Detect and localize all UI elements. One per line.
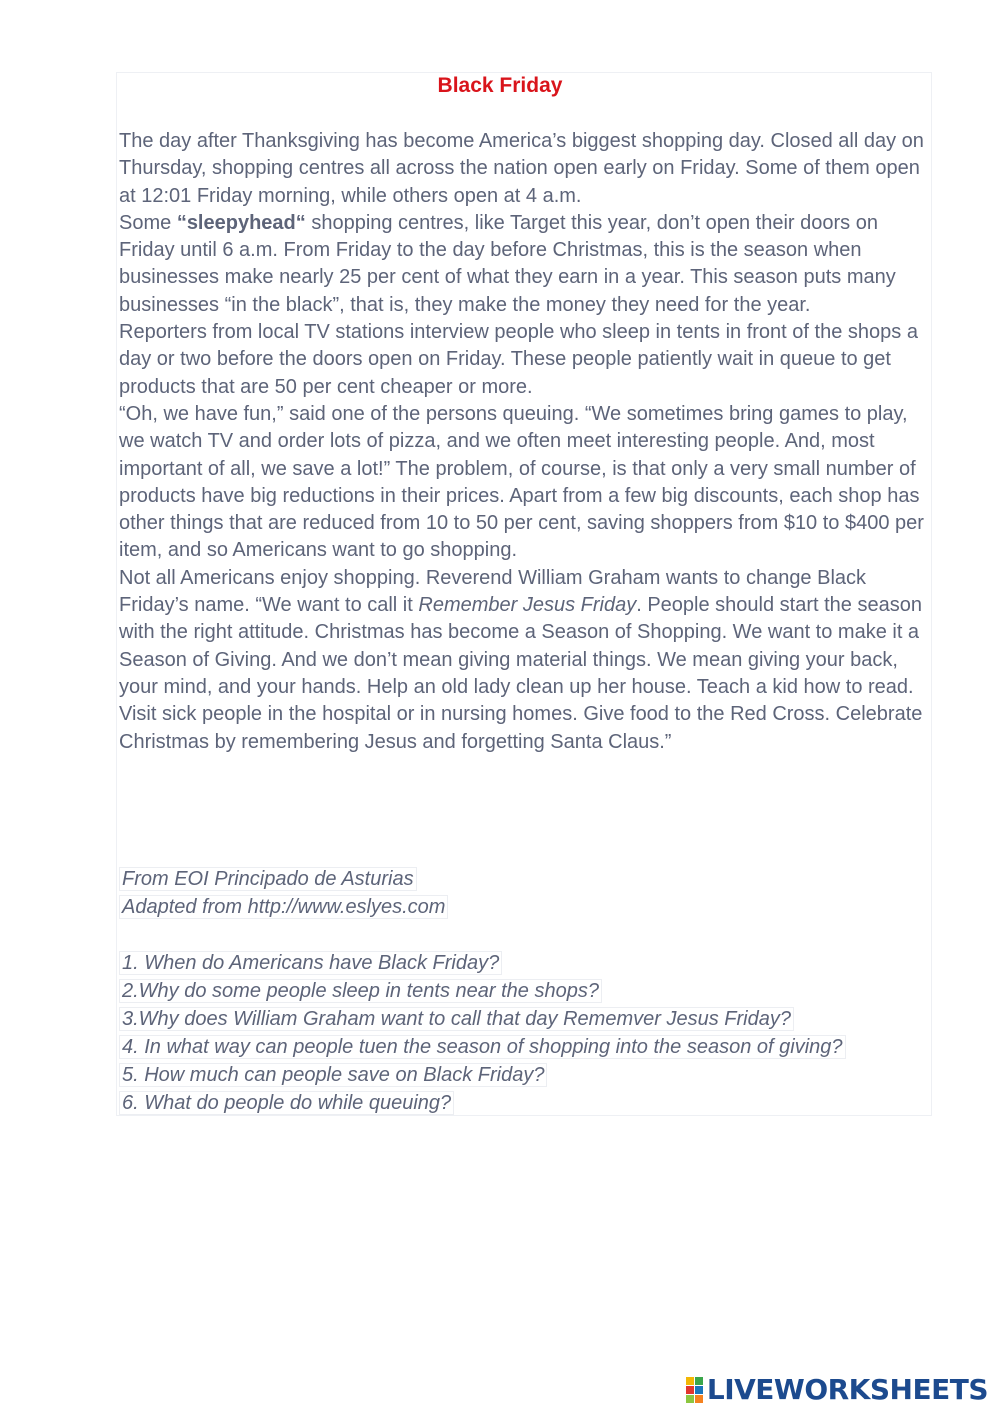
paragraph-3: Reporters from local TV stations interview people who sleep in tents in front of the shops a day or two before the doors open on Friday. These people patiently wait in queue to get products that are 50 per cent cheaper or more. bbox=[119, 321, 918, 398]
remember-jesus-friday-term: Remember Jesus Friday bbox=[418, 594, 637, 617]
paragraph-2-lead: Some bbox=[119, 211, 177, 234]
paragraph-1: The day after Thanksgiving has become America’s biggest shopping day. Closed all day on Thursday, shopping centres all across the nation open early on Friday. Some of them open at 12:01 Friday morning, while others open at 4 a.m. bbox=[119, 130, 924, 207]
question-3: 3.Why does William Graham want to call that day Rememver Jesus Friday? bbox=[119, 1005, 846, 1033]
question-6: 6. What do people do while queuing? bbox=[119, 1089, 846, 1117]
logo-square-2 bbox=[695, 1377, 703, 1385]
question-2: 2.Why do some people sleep in tents near the shops? bbox=[119, 977, 846, 1005]
page-title: Black Friday bbox=[437, 74, 563, 97]
source-line-2: Adapted from http://www.eslyes.com bbox=[119, 893, 448, 921]
sleepyhead-term: “sleepyhead“ bbox=[176, 211, 306, 234]
logo-text: LIVEWORKSHEETS bbox=[706, 1373, 988, 1406]
question-1: 1. When do Americans have Black Friday? bbox=[119, 949, 846, 977]
logo-square-4 bbox=[695, 1386, 703, 1394]
paragraph-2 bbox=[119, 210, 934, 319]
paragraph-5-lead: Not all Americans enjoy shopping. Reverend William Graham wants to change Black Friday’s name. “We want to call it bbox=[119, 566, 867, 617]
logo-square-3 bbox=[686, 1386, 694, 1394]
source-line-1: From EOI Principado de Asturias bbox=[119, 865, 417, 893]
paragraph-5-rest: . People should start the season with the right attitude. Christmas has become a Season of Shopping. We want to make it a Season of Giving. And we don’t mean giving material things. We mean giving your back, your mind, and your hands. Help an old lady clean up her house. Teach a kid how to read. Visit sick people in the hospital or in nursing homes. Give food to the Red Cross. Celebrate Christmas by remembering Jesus and forgetting Santa Claus.” bbox=[119, 594, 923, 753]
logo-square-1 bbox=[686, 1377, 694, 1385]
liveworksheets-logo bbox=[686, 1373, 988, 1406]
paragraph-2-rest: shopping centres, like Target this year, don’t open their doors on Friday until 6 a.m. From Friday to the day before Christmas, this is the season when businesses make nearly 25 per cent of what they earn in a year. This season puts many businesses “in the black”, that is, they make the money they need for the year. bbox=[119, 211, 896, 316]
liveworksheets-icon bbox=[686, 1377, 703, 1403]
questions-list bbox=[119, 949, 846, 1117]
question-4: 4. In what way can people tuen the season of shopping into the season of giving? bbox=[119, 1033, 846, 1061]
paragraph-5 bbox=[119, 565, 934, 756]
question-5: 5. How much can people save on Black Friday? bbox=[119, 1061, 846, 1089]
paragraph-4: “Oh, we have fun,” said one of the persons queuing. “We sometimes bring games to play, we watch TV and order lots of pizza, and we often meet interesting people. And, most important of all, we save a lot!” The problem, of course, is that only a very small number of products have big reductions in their prices. Apart from a few big discounts, each shop has other things that are reduced from 10 to 50 per cent, saving shoppers from $10 to $400 per item, and so Americans want to go shopping. bbox=[119, 402, 924, 562]
logo-square-5 bbox=[686, 1395, 694, 1403]
logo-square-6 bbox=[695, 1395, 703, 1403]
article-body bbox=[119, 128, 934, 756]
